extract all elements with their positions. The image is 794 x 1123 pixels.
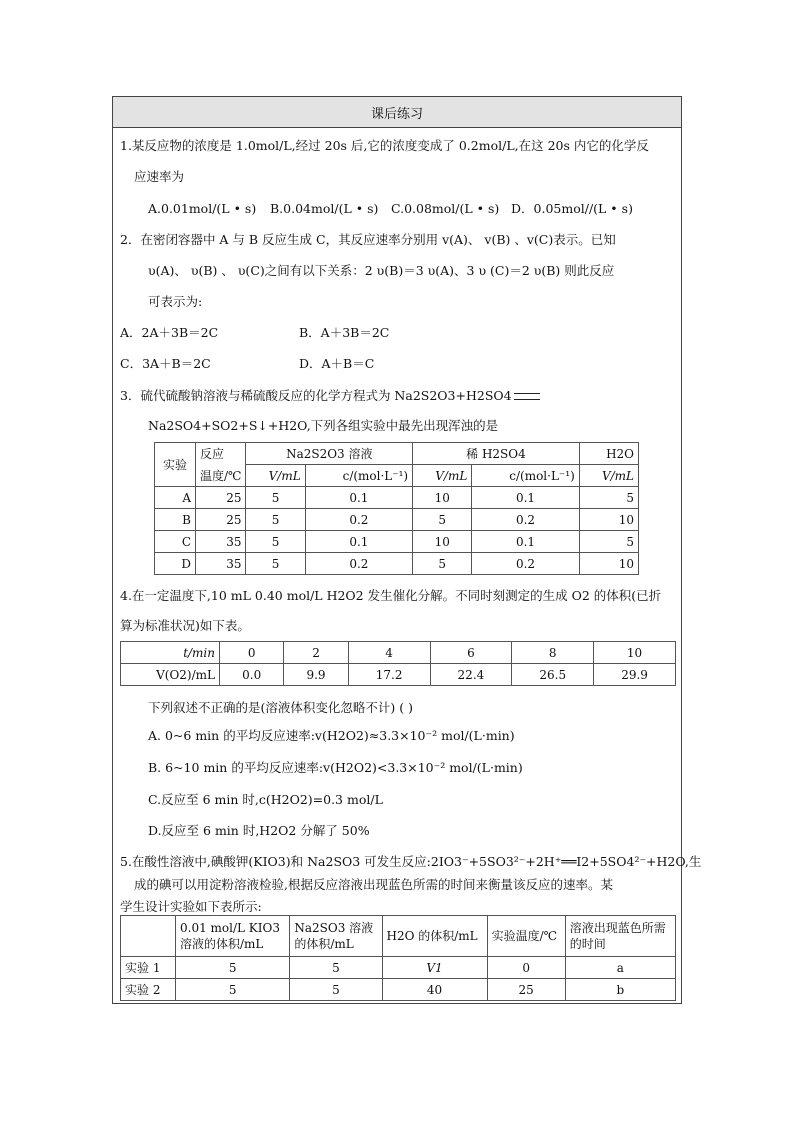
q5-header-time-line1: 溶液出现蓝色所需 [569,921,666,935]
table-cell: 5 [290,957,382,979]
table-row [121,979,676,1001]
table-cell: 35 [196,553,246,575]
q3-header-experiment: 实验 [155,443,196,487]
table-cell: 35 [196,531,246,553]
table-cell: 5 [413,553,472,575]
table-cell: 0 [487,957,565,979]
table-cell: 5 [246,509,305,531]
table-cell: 17.2 [348,664,430,686]
table-cell: 10 [413,531,472,553]
table-cell: 5 [579,487,638,509]
table-cell: 10 [579,553,638,575]
q5-stem-line1: 5.在酸性溶液中,碘酸钾(KIO3)和 Na2SO3 可发生反应:2IO3⁻+5SO3²⁻+2H⁺══I2+5SO4²⁻+H2O,生 [120,854,702,869]
panel-header [113,97,681,128]
table-cell: A [155,487,196,509]
table-cell: 10 [413,487,472,509]
q5-header-kio3-line2: 溶液的体积/mL [180,937,264,951]
table-cell: 5 [246,553,305,575]
table-cell: B [155,509,196,531]
q3-header-h2o-volume: V/mL [579,465,638,487]
q5-header-kio3-line1: 0.01 mol/L KIO3 [180,921,280,935]
q4-option-a: A. 0~6 min 的平均反应速率:v(H2O2)≈3.3×10⁻² mol/(L·min) [148,728,515,743]
table-cell: 实验 1 [121,957,176,979]
table-cell: 2 [284,642,348,664]
q5-stem-line3: 学生设计实验如下表所示: [120,899,262,914]
table-cell: 实验 2 [121,979,176,1001]
exercise-panel [112,96,702,1004]
q3-header-na-volume: V/mL [246,465,305,487]
q4-table [120,641,676,686]
q4-volume-label: V(O2)/mL [121,664,220,686]
table-cell: D [155,553,196,575]
table-cell: a [565,957,675,979]
table-row [121,642,676,664]
table-cell: 40 [382,979,487,1001]
q5-header-temp: 实验温度/℃ [487,916,565,957]
q3-header-na-conc: c/(mol·L⁻¹) [305,465,412,487]
q1-option-c: C.0.08mol/(L • s) [391,201,500,216]
q4-time-label: t/min [121,642,220,664]
table-cell: 0.2 [305,553,412,575]
table-cell: 0.1 [472,487,579,509]
table-cell: 5 [579,531,638,553]
q5-header-na2so3-line1: Na2SO3 溶液 [294,921,374,935]
q4-option-b: B. 6~10 min 的平均反应速率:v(H2O2)<3.3×10⁻² mol/(L·min) [148,760,523,775]
table-cell: 25 [196,487,246,509]
q2-stem-line2: υ(A)、 υ(B) 、 υ(C)之间有以下关系：2 υ(B)＝3 υ(A)、3 υ (C)＝2 υ(B) 则此反应 [148,263,615,278]
q5-header-blank [121,916,176,957]
table-cell: b [565,979,675,1001]
q3-header-acid-volume: V/mL [413,465,472,487]
q1-option-a: A.0.01mol/(L • s) [148,201,257,216]
table-cell: 5 [413,509,472,531]
table-cell: 0.0 [220,664,284,686]
table-cell: 5 [176,957,290,979]
q5-header-na2so3 [290,916,382,957]
q2-option-a: A．2A＋3B＝2C [120,325,219,340]
table-cell: 26.5 [512,664,594,686]
table-cell: 10 [579,509,638,531]
table-cell: 0.1 [305,487,412,509]
table-cell: 5 [246,531,305,553]
table-cell: 0.2 [472,509,579,531]
table-row [155,553,639,575]
table-cell: 6 [430,642,512,664]
table-cell: 0.2 [305,509,412,531]
equilibrium-arrow-icon [514,393,540,400]
q1-stem-line2: 应速率为 [134,169,185,184]
table-cell: 25 [196,509,246,531]
q3-header-temp-2: 温度/℃ [196,465,246,487]
table-cell: 0.1 [472,531,579,553]
q5-header-kio3 [176,916,290,957]
table-row [121,957,676,979]
table-cell: 0.1 [305,531,412,553]
q5-header-time-line2: 的时间 [569,937,606,951]
q5-stem-line2: 成的碘可以用淀粉溶液检验,根据反应溶液出现蓝色所需的时间来衡量该反应的速率。某 [134,877,613,892]
q5-header-h2o: H2O 的体积/mL [382,916,487,957]
table-row [155,487,639,509]
q2-option-b: B．A＋3B＝2C [299,325,390,340]
table-row [155,531,639,553]
table-row [121,916,676,957]
q2-stem-line1: 2．在密闭容器中 A 与 B 反应生成 C，其反应速率分别用 v(A)、 v(B) 、v(C)表示。已知 [120,232,616,247]
q3-header-acid-conc: c/(mol·L⁻¹) [472,465,579,487]
table-cell: 29.9 [594,664,676,686]
q3-table [154,442,639,575]
q2-option-c: C．3A＋B＝2C [120,356,211,371]
q3-header-h2o: H2O [579,443,638,465]
table-cell: V1 [382,957,487,979]
q5-header-time [565,916,675,957]
table-cell: 22.4 [430,664,512,686]
q4-option-d: D.反应至 6 min 时,H2O2 分解了 50% [148,823,370,838]
table-row [121,664,676,686]
q2-option-d: D．A＋B＝C [299,356,375,371]
q3-stem-line1 [120,388,542,404]
q2-stem-line3: 可表示为: [148,294,203,309]
q1-stem-line1: 1.某反应物的浓度是 1.0mol/L,经过 20s 后,它的浓度变成了 0.2mol/L,在这 20s 内它的化学反 [120,138,649,153]
table-cell: C [155,531,196,553]
q4-option-c: C.反应至 6 min 时,c(H2O2)=0.3 mol/L [148,792,383,807]
table-cell: 10 [594,642,676,664]
q3-stem-text: 3．硫代硫酸钠溶液与稀硫酸反应的化学方程式为 Na2S2O3+H2SO4 [120,388,512,403]
q4-question: 下列叙述不正确的是(溶液体积变化忽略不计) ( ) [148,700,413,715]
table-cell: 4 [348,642,430,664]
table-cell: 5 [246,487,305,509]
table-cell: 0 [220,642,284,664]
q3-header-temp-1: 反应 [196,443,246,465]
table-cell: 0.2 [472,553,579,575]
q4-stem-line1: 4.在一定温度下,10 mL 0.40 mol/L H2O2 发生催化分解。不同时刻测定的生成 O2 的体积(已折 [120,588,662,603]
q5-table [120,915,676,1001]
table-cell: 5 [290,979,382,1001]
q1-option-d: D．0.05mol//(L • s) [511,201,633,216]
table-cell: 25 [487,979,565,1001]
q5-header-na2so3-line2: 的体积/mL [294,937,354,951]
q3-stem-line2: Na2SO4+SO2+S↓+H2O,下列各组实验中最先出现浑浊的是 [148,418,499,433]
q3-header-na2s2o3: Na2S2O3 溶液 [246,443,413,465]
table-cell: 9.9 [284,664,348,686]
table-row [155,509,639,531]
table-cell: 5 [176,979,290,1001]
table-cell: 8 [512,642,594,664]
q3-header-h2so4: 稀 H2SO4 [413,443,580,465]
panel-title: 课后练习 [370,106,423,122]
q4-stem-line2: 算为标准状况)如下表。 [120,618,250,633]
q1-option-b: B.0.04mol/(L • s) [270,201,379,216]
